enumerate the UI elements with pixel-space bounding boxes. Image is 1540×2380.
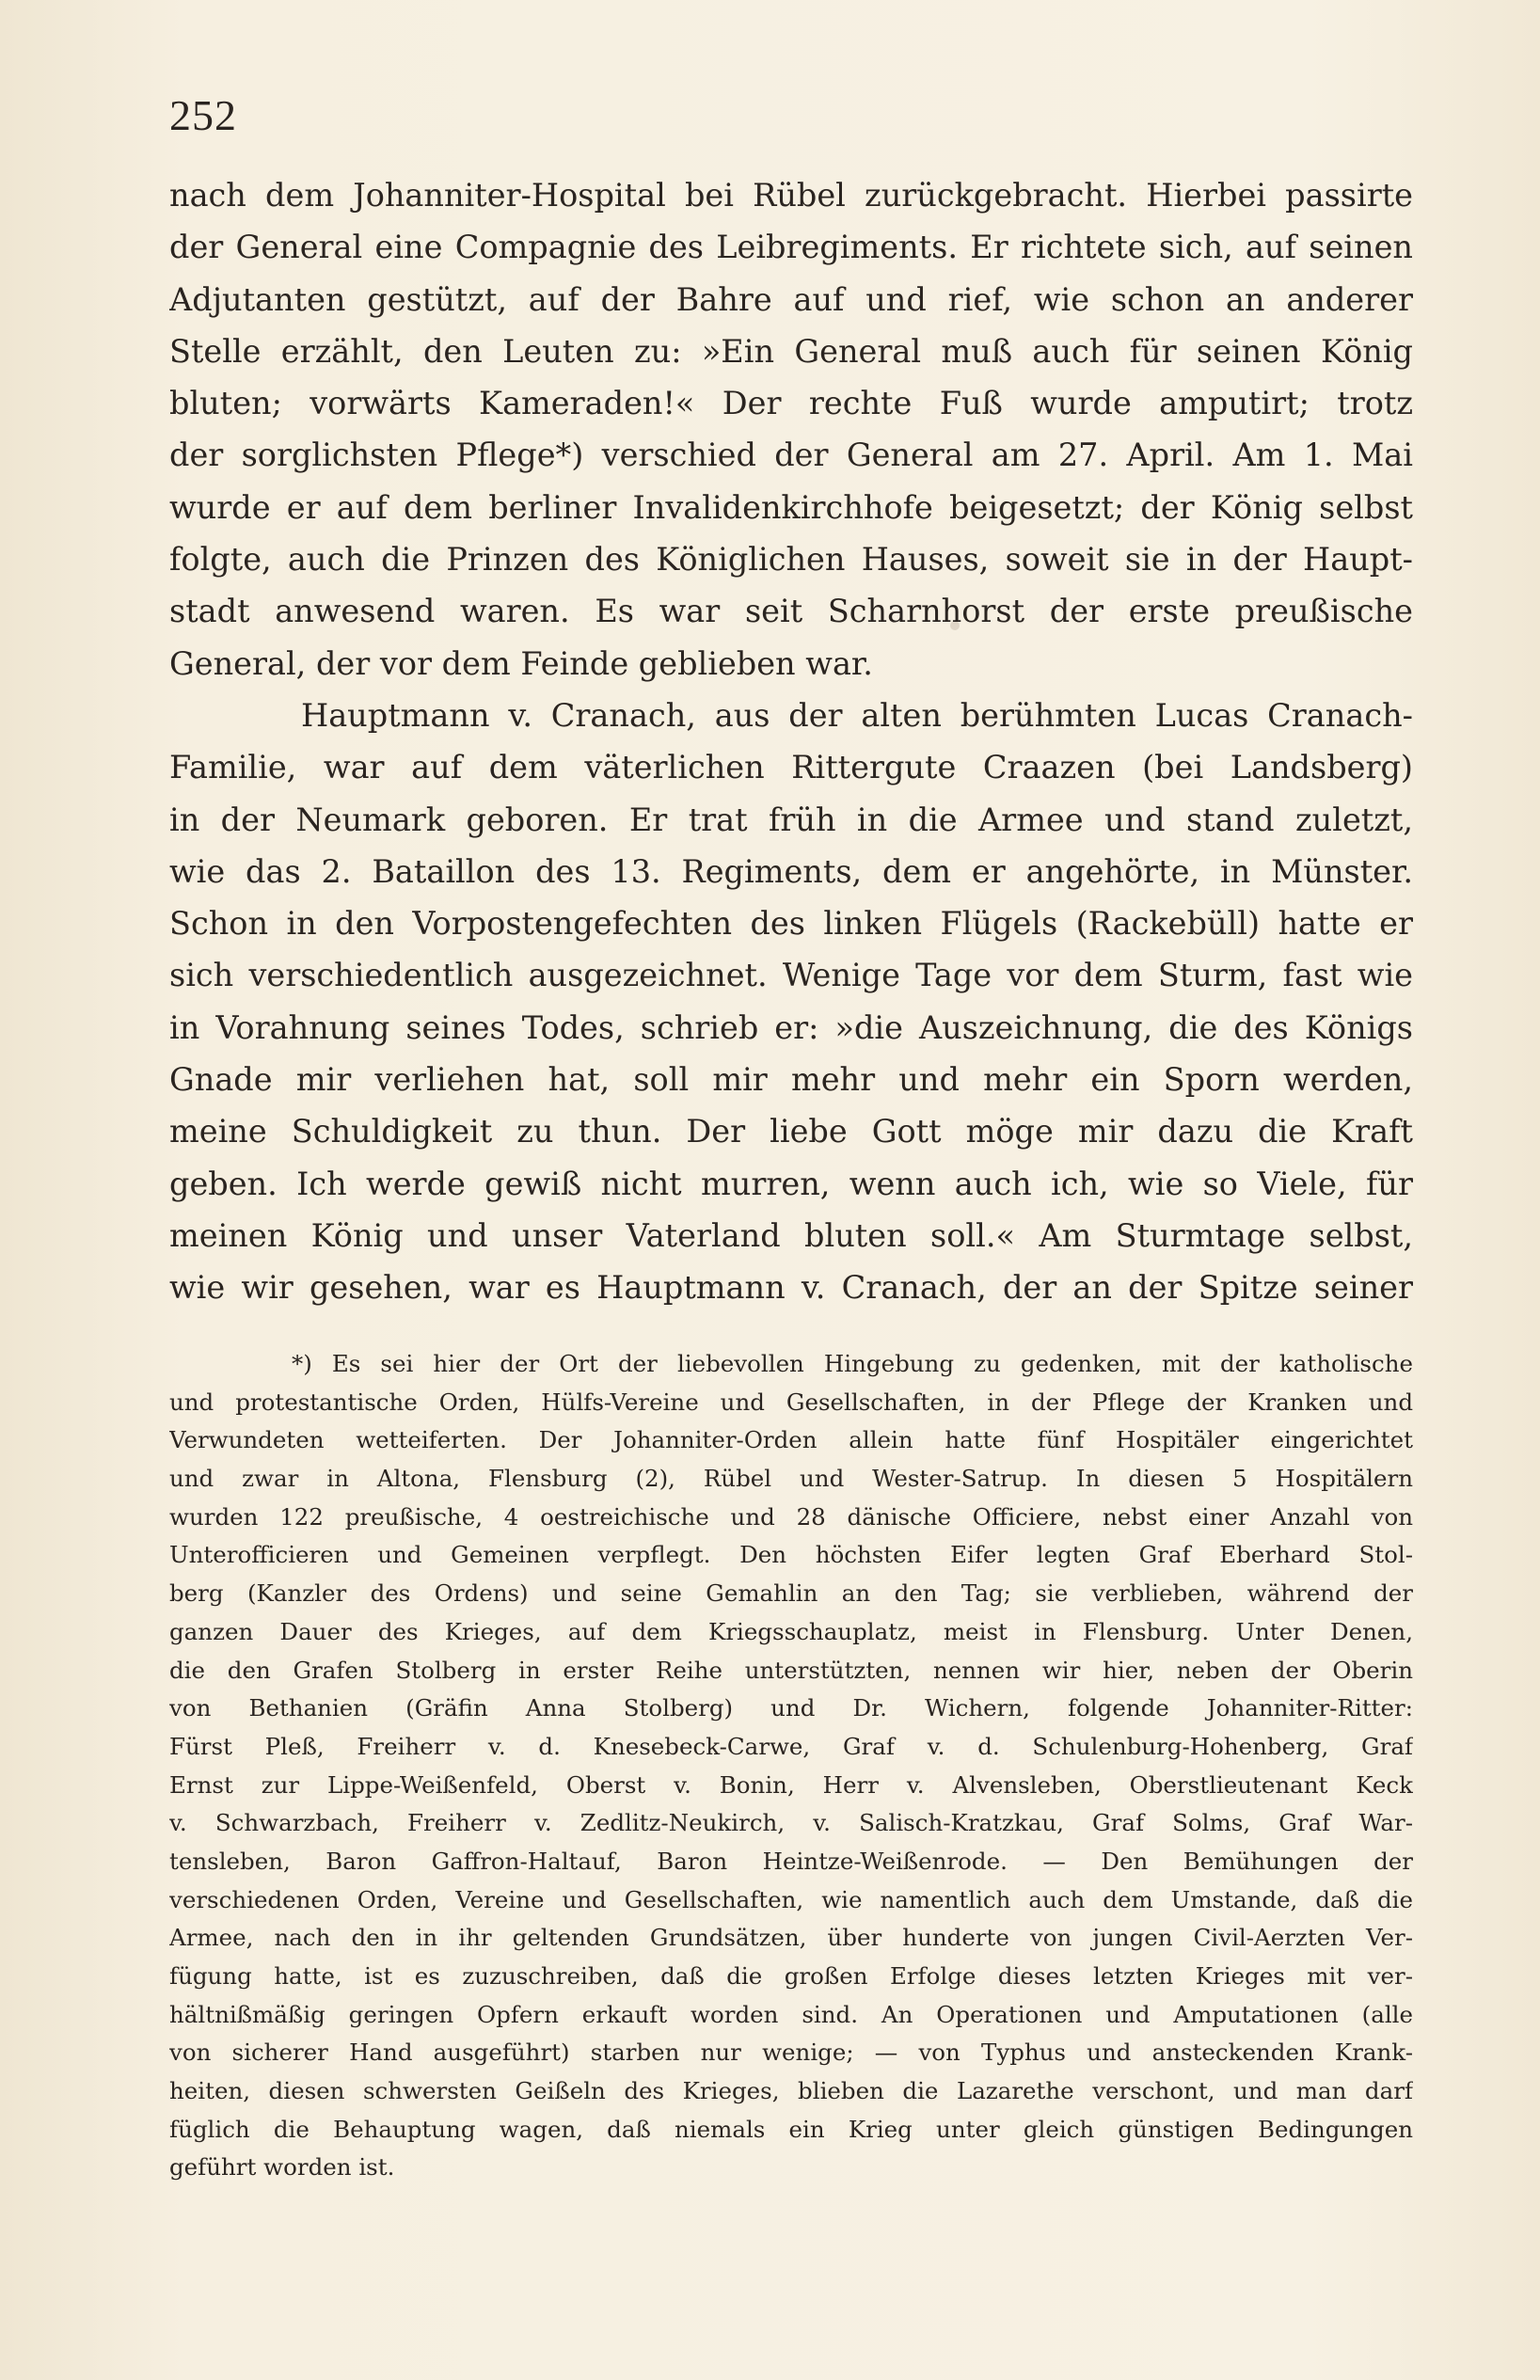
footnote-line: *) Es sei hier der Ort der liebevollen Hingebung zu gedenken, mit der katholische bbox=[292, 1350, 1413, 1377]
footnote-block bbox=[169, 1345, 1413, 2187]
text-line: geben. Ich werde gewiß nicht murren, wenn auch ich, wie so Viele, für bbox=[169, 1165, 1413, 1202]
text-line: in Vorahnung seines Todes, schrieb er: »die Auszeichnung, die des Königs bbox=[169, 1008, 1413, 1046]
text-line: bluten; vorwärts Kameraden!« Der rechte Fuß wurde amputirt; trotz bbox=[169, 385, 1413, 422]
text-line: Gnade mir verliehen hat, soll mir mehr und mehr ein Sporn werden, bbox=[169, 1061, 1413, 1099]
text-line: wurde er auf dem berliner Invalidenkirchhofe beigesetzt; der König selbst bbox=[169, 488, 1413, 526]
footnote-line: Ernst zur Lippe-Weißenfeld, Oberst v. Bonin, Herr v. Alvensleben, Oberstlieutenant Keck bbox=[169, 1770, 1413, 1799]
footnote-line: tensleben, Baron Gaffron-Haltauf, Baron Heintze-Weißenrode. — Den Bemühungen der bbox=[169, 1847, 1413, 1875]
footnote-line: heiten, diesen schwersten Geißeln des Krieges, blieben die Lazarethe verschont, und man darf bbox=[169, 2077, 1413, 2105]
footnote-line: und zwar in Altona, Flensburg (2), Rübel und Wester-Satrup. In diesen 5 Hospitälern bbox=[169, 1465, 1413, 1493]
paragraph-start-line: Hauptmann v. Cranach, aus der alten berühmten Lucas Cranach- bbox=[301, 696, 1413, 734]
text-line: der General eine Compagnie des Leibregiments. Er richtete sich, auf seinen bbox=[169, 229, 1413, 266]
text-line: Stelle erzählt, den Leuten zu: »Ein General muß auch für seinen König bbox=[169, 332, 1413, 370]
footnote-line: Fürst Pleß, Freiherr v. d. Knesebeck-Carwe, Graf v. d. Schulenburg-Hohenberg, Graf bbox=[169, 1732, 1413, 1760]
text-line: Schon in den Vorpostengefechten des linken Flügels (Rackebüll) hatte er bbox=[169, 905, 1413, 943]
footnote-line: von Bethanien (Gräfin Anna Stolberg) und Dr. Wichern, folgende Johanniter-Ritter: bbox=[169, 1694, 1413, 1722]
text-line: nach dem Johanniter-Hospital bei Rübel zurückgebracht. Hierbei passirte bbox=[169, 177, 1413, 214]
footnote-line: verschiedenen Orden, Vereine und Gesellschaften, wie namentlich auch dem Umstande, daß die bbox=[169, 1885, 1413, 1913]
text-line: der sorglichsten Pflege*) verschied der General am 27. April. Am 1. Mai bbox=[169, 436, 1413, 474]
text-line: stadt anwesend waren. Es war seit Scharnhorst der erste preußische bbox=[169, 593, 1413, 630]
footnote-line: fügung hatte, ist es zuzuschreiben, daß die großen Erfolge dieses letzten Krieges mit ver- bbox=[169, 1962, 1413, 1990]
footnote-line: ganzen Dauer des Krieges, auf dem Kriegsschauplatz, meist in Flensburg. Unter Denen, bbox=[169, 1617, 1413, 1645]
text-line: meinen König und unser Vaterland bluten soll.« Am Sturmtage selbst, bbox=[169, 1216, 1413, 1254]
footnote-line: hältnißmäßig geringen Opfern erkauft worden sind. An Operationen und Amputationen (alle bbox=[169, 2000, 1413, 2028]
footnote-line: Armee, nach den in ihr geltenden Grundsätzen, über hunderte von jungen Civil-Aerzten Ver- bbox=[169, 1924, 1413, 1952]
main-text bbox=[169, 169, 1413, 1314]
footnote-line: füglich die Behauptung wagen, daß niemals ein Krieg unter gleich günstigen Bedingungen bbox=[169, 2115, 1413, 2143]
text-line: wie das 2. Bataillon des 13. Regiments, dem er angehörte, in Münster. bbox=[169, 852, 1413, 890]
footnote-line: wurden 122 preußische, 4 oestreichische und 28 dänische Officiere, nebst einer Anzahl von bbox=[169, 1502, 1413, 1531]
text-line: Adjutanten gestützt, auf der Bahre auf und rief, wie schon an anderer bbox=[169, 280, 1413, 318]
footnote-line: die den Grafen Stolberg in erster Reihe unterstützten, nennen wir hier, neben der Oberin bbox=[169, 1656, 1413, 1684]
text-line: wie wir gesehen, war es Hauptmann v. Cranach, der an der Spitze seiner bbox=[169, 1269, 1413, 1307]
text-line: Familie, war auf dem väterlichen Rittergute Craazen (bei Landsberg) bbox=[169, 749, 1413, 786]
text-line: meine Schuldigkeit zu thun. Der liebe Gott möge mir dazu die Kraft bbox=[169, 1113, 1413, 1150]
text-line: folgte, auch die Prinzen des Königlichen Hauses, soweit sie in der Haupt- bbox=[169, 541, 1413, 579]
footnote-line: Verwundeten wetteiferten. Der Johanniter-Orden allein hatte fünf Hospitäler eingerichtet bbox=[169, 1426, 1413, 1454]
text-line: sich verschiedentlich ausgezeichnet. Wenige Tage vor dem Sturm, fast wie bbox=[169, 957, 1413, 994]
footnote-line: Unterofficieren und Gemeinen verpflegt. Den höchsten Eifer legten Graf Eberhard Stol- bbox=[169, 1541, 1413, 1569]
footnote-line: berg (Kanzler des Ordens) und seine Gemahlin an den Tag; sie verblieben, während der bbox=[169, 1579, 1413, 1608]
footnote-line: v. Schwarzbach, Freiherr v. Zedlitz-Neukirch, v. Salisch-Kratzkau, Graf Solms, Graf War- bbox=[169, 1809, 1413, 1837]
page-number: 252 bbox=[169, 91, 237, 139]
footnote-last-line: geführt worden ist. bbox=[169, 2153, 395, 2182]
paragraph-end-line: General, der vor dem Feinde geblieben war. bbox=[169, 644, 873, 682]
text-line: in der Neumark geboren. Er trat früh in die Armee und stand zuletzt, bbox=[169, 801, 1413, 838]
footnote-line: und protestantische Orden, Hülfs-Vereine und Gesellschaften, in der Pflege der Kranken und bbox=[169, 1388, 1413, 1416]
footnote-line: von sicherer Hand ausgeführt) starben nur wenige; — von Typhus und ansteckenden Krank- bbox=[169, 2039, 1413, 2067]
